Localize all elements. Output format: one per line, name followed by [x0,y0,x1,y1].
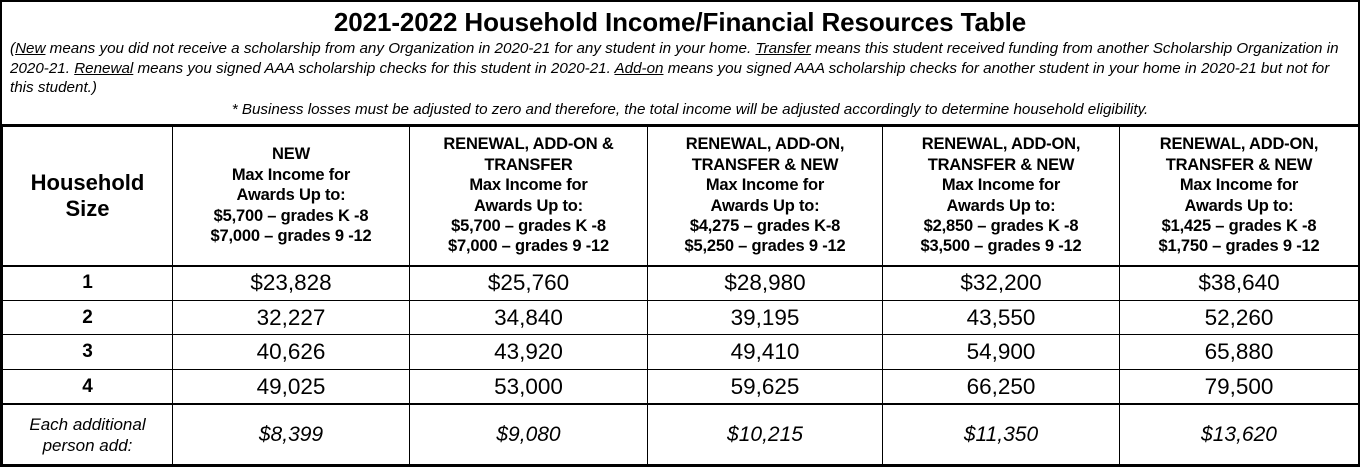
income-value: 49,410 [648,335,883,369]
header-sub-line1: Max Income for [1179,176,1299,195]
additional-person-line1: Each additional [29,414,146,434]
additional-person-label [3,404,173,464]
income-value: 52,260 [1120,300,1359,334]
income-value: $38,640 [1120,266,1359,301]
business-losses-note: * Business losses must be adjusted to zero and therefore, the total income will be adjusted accordingly to determine household eligibility. [231,100,1149,118]
header-sub-line1: Max Income for [469,176,588,195]
income-value: $28,980 [648,266,883,301]
header-sub-line2: Awards Up to: [474,196,583,215]
header-amount-912: $3,500 – grades 9 -12 [920,237,1082,256]
income-value: 49,025 [173,369,410,404]
header-sub-line2: Awards Up to: [946,196,1056,215]
definitions-text-c: means you signed AAA scholarship checks for this student in 2020-21. [133,59,615,77]
household-size-line1: Household [30,169,145,195]
column-header-stack [886,134,1116,256]
household-size-value: 4 [3,369,173,404]
term-renewal: Renewal [74,59,134,77]
header-amount-912: $7,000 – grades 9 -12 [448,237,609,256]
income-value: 79,500 [1120,369,1359,404]
table-row [3,335,1359,369]
table-header-row [3,126,1359,266]
header-sub-line2: Awards Up to: [1184,196,1294,215]
income-value: 59,625 [648,369,883,404]
additional-person-value: $8,399 [173,404,410,464]
income-value: 65,880 [1120,335,1359,369]
household-size-value: 3 [3,335,173,369]
income-value: 66,250 [883,369,1120,404]
column-header-household-size [3,126,173,266]
term-addon: Add-on [614,59,664,77]
income-table [2,126,1359,466]
income-value: 43,550 [883,300,1120,334]
column-header-renewal-addon-transfer [410,126,648,266]
header-amount-912: $5,250 – grades 9 -12 [684,237,846,256]
header-category-line1: NEW [272,145,310,164]
header-category-line2: TRANSFER [484,155,573,174]
header-sub-line2: Awards Up to: [710,196,820,215]
household-size-value: 2 [3,300,173,334]
column-header-stack [1123,134,1355,256]
income-value: 39,195 [648,300,883,334]
household-size-value: 1 [3,266,173,301]
household-size-line2: Size [65,195,110,221]
income-value: 43,920 [410,335,648,369]
header-sub-line2: Awards Up to: [236,186,346,205]
header-category-line2: TRANSFER & NEW [691,155,839,174]
column-header-renewal-addon-transfer-new-4275 [648,126,883,266]
header-sub-line1: Max Income for [705,176,825,195]
page-title: 2021-2022 Household Income/Financial Resources Table [333,7,1027,37]
header-amount-912: $7,000 – grades 9 -12 [210,227,372,246]
additional-person-value: $9,080 [410,404,648,464]
definitions-text-b: means this student received funding from another Scholarship Organization in 2020-21. [10,40,1339,77]
column-header-stack [413,134,644,256]
header-amount-k8: $5,700 – grades K -8 [451,216,606,235]
column-header-stack [176,144,406,246]
document-masthead [2,2,1358,126]
column-header-renewal-addon-transfer-new-1425 [1120,126,1359,266]
header-amount-k8: $5,700 – grades K -8 [213,206,369,225]
income-value: 40,626 [173,335,410,369]
column-header-renewal-addon-transfer-new-2850 [883,126,1120,266]
income-value: $23,828 [173,266,410,301]
header-amount-k8: $2,850 – grades K -8 [923,216,1079,235]
header-amount-912: $1,750 – grades 9 -12 [1158,237,1320,256]
additional-person-value: $11,350 [883,404,1120,464]
header-sub-line1: Max Income for [941,176,1061,195]
income-value: 32,227 [173,300,410,334]
definitions-open-paren: ( [10,40,16,57]
household-size-label [6,170,169,222]
header-category-line1: RENEWAL, ADD-ON, [921,135,1081,154]
header-category-line1: RENEWAL, ADD-ON, [1159,135,1319,154]
header-category-line2: TRANSFER & NEW [1165,155,1313,174]
header-sub-line1: Max Income for [231,165,351,184]
definitions-text-d: means you signed AAA scholarship checks for another student in your home in 2020-21 but not for this student.) [10,59,1330,96]
term-new: New [15,40,46,57]
table-row [3,266,1359,301]
additional-person-value: $13,620 [1120,404,1359,464]
table-row [3,369,1359,404]
income-value: 34,840 [410,300,648,334]
header-category-line2: TRANSFER & NEW [927,155,1075,174]
header-category-line1: RENEWAL, ADD-ON & [443,135,614,154]
table-row-additional-person [3,404,1359,464]
column-header-stack [651,134,879,256]
header-amount-k8: $4,275 – grades K-8 [689,216,841,235]
definitions-paragraph [10,39,1350,98]
income-value: 54,900 [883,335,1120,369]
income-value: $25,760 [410,266,648,301]
additional-person-line2: person add: [42,435,133,455]
column-header-new [173,126,410,266]
header-category-line1: RENEWAL, ADD-ON, [685,135,845,154]
term-transfer: Transfer [755,40,811,57]
definitions-text-a: means you did not receive a scholarship from any Organization in 2020-21 for any student in your home. [45,40,756,57]
table-row [3,300,1359,334]
income-value: $32,200 [883,266,1120,301]
additional-person-value: $10,215 [648,404,883,464]
income-value: 53,000 [410,369,648,404]
header-amount-k8: $1,425 – grades K -8 [1161,216,1317,235]
